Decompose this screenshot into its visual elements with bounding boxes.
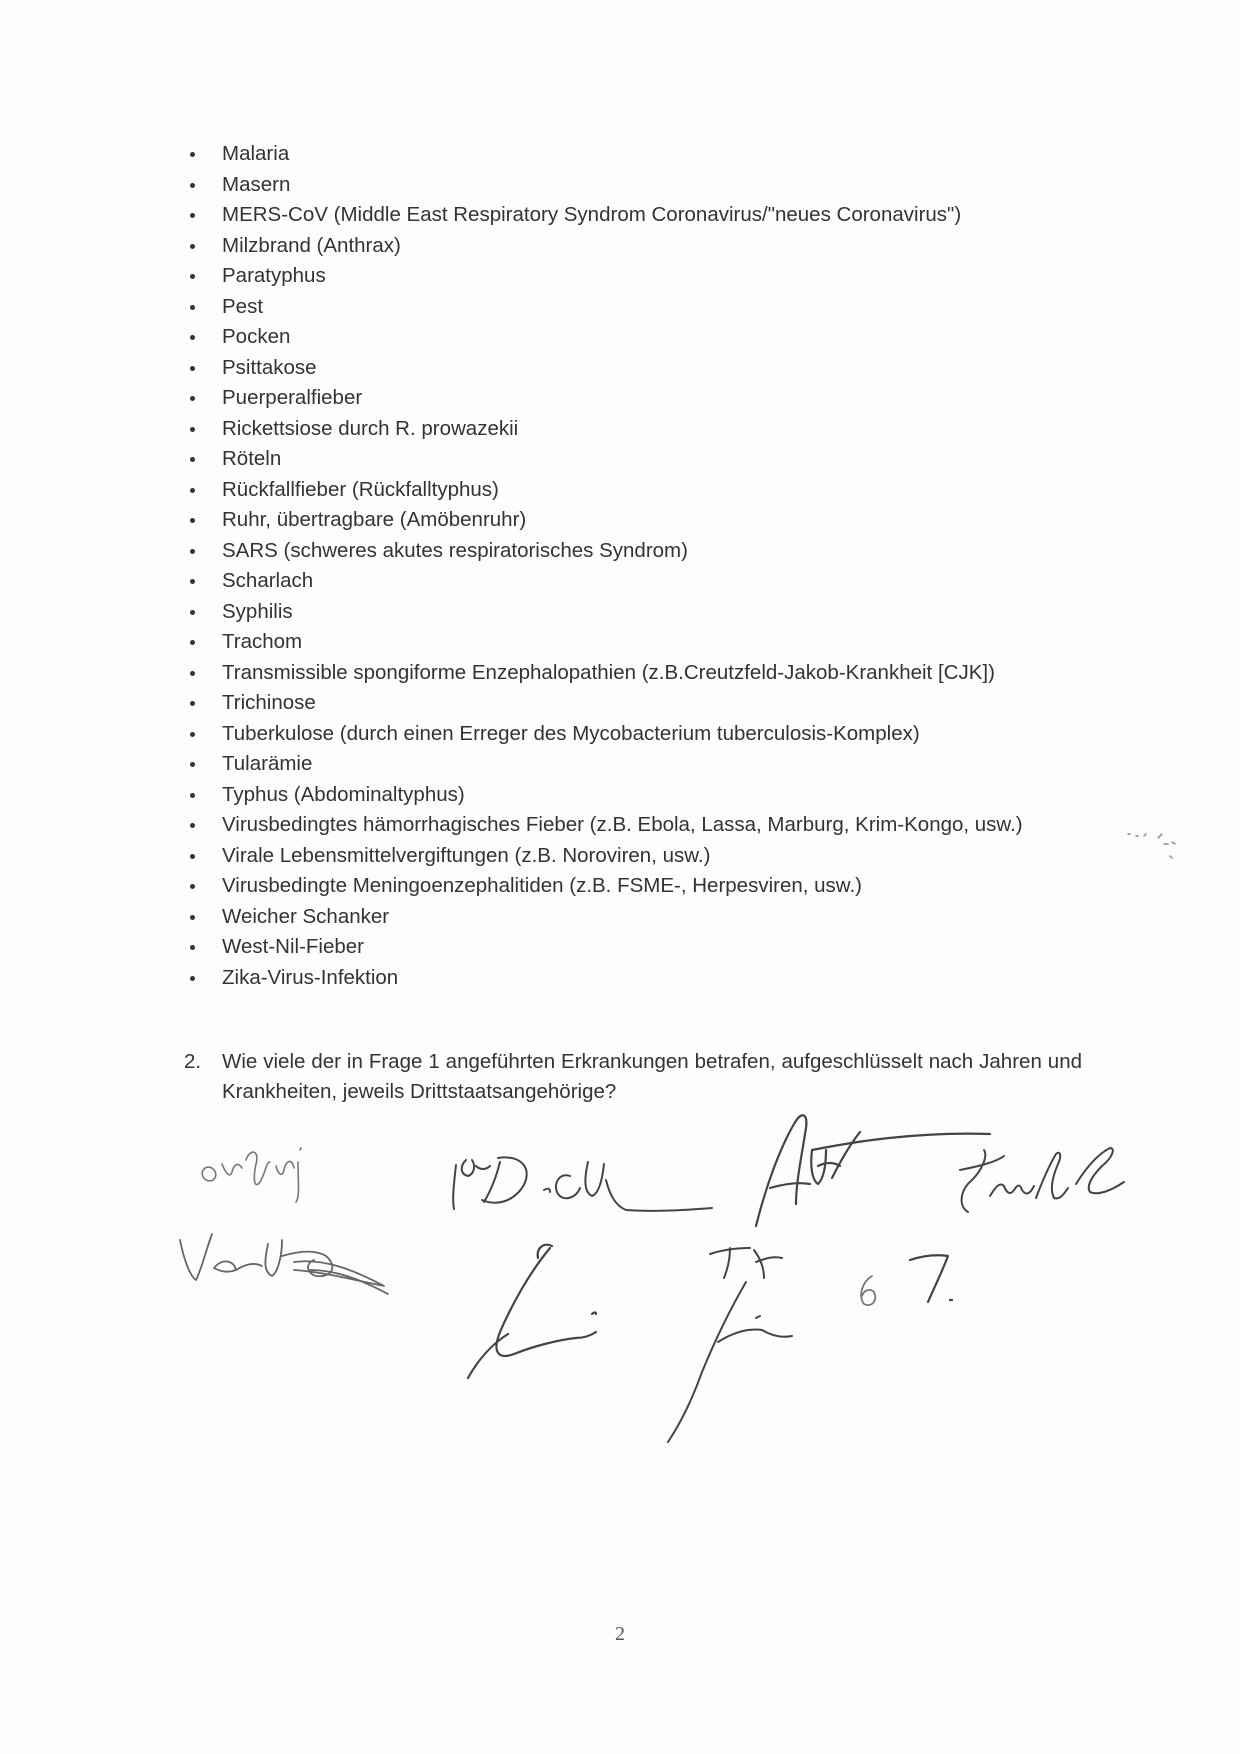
signature-6: [468, 1245, 596, 1378]
list-item: Tuberkulose (durch einen Erreger des Mycobacterium tuberculosis-Komplex): [184, 719, 1104, 750]
signature-4: [756, 1115, 990, 1226]
list-item: Röteln: [184, 444, 1104, 475]
list-item: Syphilis: [184, 597, 1104, 628]
signature-9: [910, 1255, 952, 1302]
list-item: West-Nil-Fieber: [184, 932, 1104, 963]
signature-7: [668, 1248, 792, 1442]
list-item: Virusbedingte Meningoenzephalitiden (z.B. FSME-, Herpesviren, usw.): [184, 871, 1104, 902]
list-item: Milzbrand (Anthrax): [184, 231, 1104, 262]
list-item: Scharlach: [184, 566, 1104, 597]
list-item: Psittakose: [184, 353, 1104, 384]
page-number: 2: [615, 1623, 625, 1645]
list-item: Trachom: [184, 627, 1104, 658]
signature-1: [202, 1148, 301, 1202]
list-item: Malaria: [184, 139, 1104, 170]
list-item: Typhus (Abdominaltyphus): [184, 780, 1104, 811]
list-item: Zika-Virus-Infektion: [184, 963, 1104, 994]
list-item: Rickettsiose durch R. prowazekii: [184, 414, 1104, 445]
list-item: Pocken: [184, 322, 1104, 353]
disease-list: [184, 139, 1104, 993]
list-item: Virale Lebensmittelvergiftungen (z.B. Noroviren, usw.): [184, 841, 1104, 872]
list-item: Tularämie: [184, 749, 1104, 780]
list-item: Trichinose: [184, 688, 1104, 719]
list-item: Virusbedingtes hämorrhagisches Fieber (z.B. Ebola, Lassa, Marburg, Krim-Kongo, usw.): [184, 810, 1114, 841]
question-text: Wie viele der in Frage 1 angeführten Erkrankungen betrafen, aufgeschlüsselt nach Jahren und Krankheiten, jeweils Drittstaatsangehörige?: [222, 1050, 1082, 1103]
question-number: 2.: [184, 1050, 202, 1073]
list-item: Ruhr, übertragbare (Amöbenruhr): [184, 505, 1104, 536]
list-item: Paratyphus: [184, 261, 1104, 292]
list-item: Transmissible spongiforme Enzephalopathien (z.B.Creutzfeld-Jakob-Krankheit [CJK]): [184, 658, 1104, 689]
list-item: Weicher Schanker: [184, 902, 1104, 933]
list-item: Pest: [184, 292, 1104, 323]
signature-5: [960, 1148, 1124, 1212]
stray-marks: [1128, 834, 1175, 858]
signature-3: [453, 1157, 712, 1210]
list-item: MERS-CoV (Middle East Respiratory Syndrom Coronavirus/"neues Coronavirus"): [184, 200, 1104, 231]
list-item: Rückfallfieber (Rückfalltyphus): [184, 475, 1104, 506]
list-item: Masern: [184, 170, 1104, 201]
list-item: SARS (schweres akutes respiratorisches Syndrom): [184, 536, 1104, 567]
signature-8: [861, 1276, 875, 1305]
signature-2: [180, 1234, 388, 1294]
question-2: [184, 1047, 1104, 1107]
list-item: Puerperalfieber: [184, 383, 1104, 414]
